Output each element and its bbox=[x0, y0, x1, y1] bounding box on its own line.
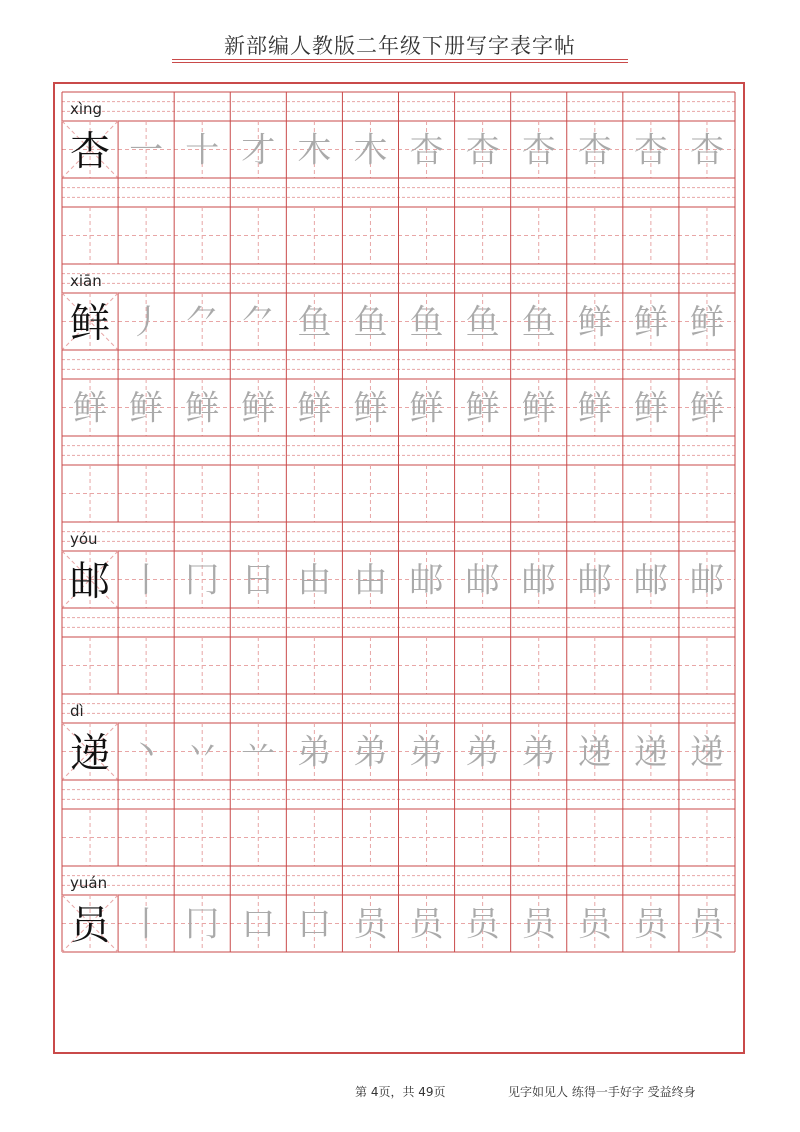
stroke-order-character: 鲜 bbox=[353, 388, 388, 429]
page-number: 第 4页，共 49页 bbox=[355, 1085, 446, 1099]
page-title: 新部编人教版二年级下册写字表字帖 bbox=[224, 34, 576, 58]
stroke-order-character: 丶 bbox=[129, 732, 164, 773]
stroke-order-character: 十 bbox=[185, 130, 220, 171]
stroke-order-character: 鲜 bbox=[577, 388, 612, 429]
stroke-order-character: 鱼 bbox=[465, 302, 500, 343]
stroke-order-character: 邮 bbox=[409, 560, 444, 601]
stroke-order-character: 鲜 bbox=[297, 388, 332, 429]
stroke-order-character: 才 bbox=[241, 130, 276, 171]
stroke-order-character: 员 bbox=[633, 904, 668, 945]
stroke-order-character: 由 bbox=[297, 560, 332, 601]
model-character: 鲜 bbox=[70, 300, 111, 347]
stroke-order-character: 鲜 bbox=[689, 388, 724, 429]
stroke-order-character: 鲜 bbox=[521, 388, 556, 429]
stroke-order-character: 鲜 bbox=[633, 302, 668, 343]
stroke-order-character: 员 bbox=[689, 904, 724, 945]
stroke-order-character: 员 bbox=[409, 904, 444, 945]
model-character: 递 bbox=[70, 730, 111, 777]
stroke-order-character: 冂 bbox=[185, 904, 220, 945]
stroke-order-character: 鲜 bbox=[129, 388, 164, 429]
stroke-order-character: 鲜 bbox=[241, 388, 276, 429]
stroke-order-character: 递 bbox=[577, 732, 612, 773]
stroke-order-character: 邮 bbox=[465, 560, 500, 601]
model-character: 员 bbox=[70, 902, 111, 949]
stroke-order-character: 鱼 bbox=[353, 302, 388, 343]
stroke-order-character: 鲜 bbox=[409, 388, 444, 429]
stroke-order-character: 递 bbox=[633, 732, 668, 773]
pinyin-label: xìng bbox=[70, 100, 103, 118]
stroke-order-character: 弟 bbox=[521, 732, 556, 773]
pinyin-label: dì bbox=[70, 702, 84, 720]
stroke-order-character: 一 bbox=[129, 130, 164, 171]
stroke-order-character: ⺈ bbox=[241, 302, 276, 343]
stroke-order-character: 丨 bbox=[129, 560, 164, 601]
footer-motto: 见字如见人 练得一手好字 受益终身 bbox=[508, 1085, 696, 1099]
model-character: 邮 bbox=[70, 558, 111, 605]
stroke-order-character: 员 bbox=[577, 904, 612, 945]
stroke-order-character: 杏 bbox=[521, 130, 556, 171]
stroke-order-character: 邮 bbox=[689, 560, 724, 601]
stroke-order-character: 员 bbox=[353, 904, 388, 945]
stroke-order-character: 鲜 bbox=[689, 302, 724, 343]
stroke-order-character: 木 bbox=[297, 130, 332, 171]
pinyin-label: yuán bbox=[70, 874, 108, 892]
stroke-order-character: 鲜 bbox=[465, 388, 500, 429]
stroke-order-character: 杏 bbox=[409, 130, 444, 171]
stroke-order-character: 鲜 bbox=[633, 388, 668, 429]
stroke-order-character: 邮 bbox=[577, 560, 612, 601]
stroke-order-character: 鲜 bbox=[577, 302, 612, 343]
stroke-order-character: 杏 bbox=[689, 130, 724, 171]
stroke-order-character: 邮 bbox=[633, 560, 668, 601]
stroke-order-character: 杏 bbox=[465, 130, 500, 171]
stroke-order-character: 员 bbox=[521, 904, 556, 945]
stroke-order-character: 由 bbox=[353, 560, 388, 601]
stroke-order-character: 弟 bbox=[297, 732, 332, 773]
stroke-order-character: 员 bbox=[465, 904, 500, 945]
stroke-order-character: 木 bbox=[353, 130, 388, 171]
stroke-order-character: 冂 bbox=[185, 560, 220, 601]
pinyin-label: yóu bbox=[70, 530, 98, 548]
stroke-order-character: 邮 bbox=[521, 560, 556, 601]
stroke-order-character: 鱼 bbox=[297, 302, 332, 343]
stroke-order-character: 弟 bbox=[409, 732, 444, 773]
stroke-order-character: 丿 bbox=[129, 302, 164, 343]
stroke-order-character: 杏 bbox=[633, 130, 668, 171]
stroke-order-character: 弟 bbox=[465, 732, 500, 773]
stroke-order-character: 鱼 bbox=[521, 302, 556, 343]
stroke-order-character: 鲜 bbox=[185, 388, 220, 429]
stroke-order-character: 丷 bbox=[185, 732, 220, 773]
pinyin-label: xiān bbox=[70, 272, 102, 290]
stroke-order-character: 弟 bbox=[353, 732, 388, 773]
stroke-order-character: 鱼 bbox=[409, 302, 444, 343]
stroke-order-character: ⺈ bbox=[185, 302, 220, 343]
stroke-order-character: 口 bbox=[297, 904, 332, 945]
stroke-order-character: 口 bbox=[241, 904, 276, 945]
stroke-order-character: 鲜 bbox=[73, 388, 108, 429]
stroke-order-character: 丨 bbox=[129, 904, 164, 945]
model-character: 杏 bbox=[70, 128, 111, 175]
stroke-order-character: 䒑 bbox=[241, 732, 276, 773]
stroke-order-character: 杏 bbox=[577, 130, 612, 171]
stroke-order-character: 递 bbox=[689, 732, 724, 773]
stroke-order-character: 日 bbox=[241, 560, 276, 601]
